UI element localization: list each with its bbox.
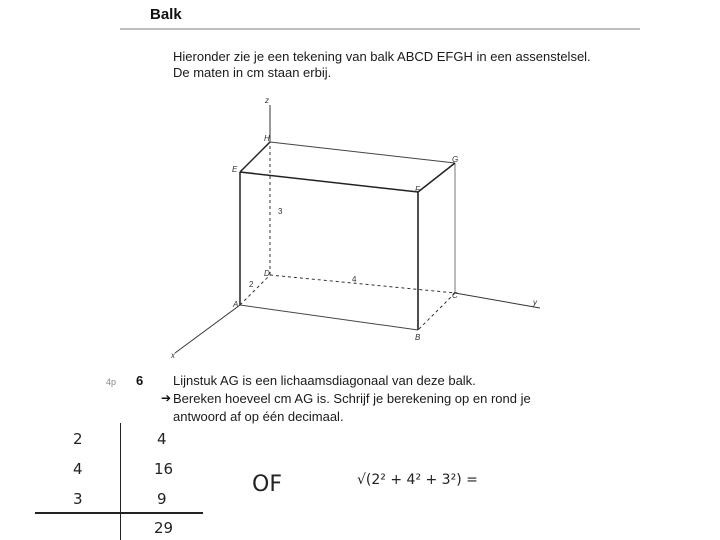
formula-text: √(2² + 4² + 3²) = (357, 472, 478, 488)
or-label: OF (252, 472, 282, 497)
question-line-3: antwoord af op één decimaal. (173, 409, 344, 424)
calc-total-cell: 29 (154, 519, 174, 537)
calc-left-cell: 3 (73, 490, 83, 508)
vertex-g-label: G (452, 155, 459, 164)
edge-fg (418, 163, 455, 192)
vertex-e-label: E (232, 165, 238, 174)
calc-right-cell: 4 (157, 430, 167, 448)
edge-ab (240, 305, 418, 330)
vertex-h-label: H (264, 134, 270, 143)
page-title: Balk (150, 6, 182, 23)
cuboid-figure (150, 90, 550, 365)
x-axis (175, 305, 240, 353)
question-line-1: Lijnstuk AG is een lichaamsdiagonaal van deze balk. (173, 373, 476, 388)
table-vertical-divider (120, 423, 121, 540)
vertex-a-label: A (233, 300, 239, 309)
z-axis-label: z (265, 96, 269, 105)
edge-cb (418, 293, 455, 330)
edge-ad (240, 275, 270, 305)
calc-left-cell: 2 (73, 430, 83, 448)
y-axis (455, 293, 540, 308)
title-divider (120, 28, 640, 30)
table-sum-line (35, 512, 203, 514)
dimension-width-label: 4 (352, 275, 357, 284)
question-line-2: Bereken hoeveel cm AG is. Schrijf je berekening op en rond je (173, 391, 531, 406)
question-points: 4p (106, 377, 117, 387)
edge-dc (270, 275, 455, 293)
vertex-f-label: F (415, 185, 420, 194)
intro-line-2: De maten in cm staan erbij. (173, 65, 332, 80)
y-axis-label: y (533, 298, 537, 307)
arrow-right-icon: ➔ (161, 391, 172, 405)
calc-left-cell: 4 (73, 460, 83, 478)
vertex-c-label: C (452, 291, 458, 300)
calc-right-cell: 16 (154, 460, 174, 478)
dimension-depth-label: 2 (249, 280, 254, 289)
edge-hg (270, 142, 455, 163)
edge-eh (240, 142, 270, 172)
calc-right-cell: 9 (157, 490, 167, 508)
intro-line-1: Hieronder zie je een tekening van balk ABCD EFGH in een assenstelsel. (173, 49, 591, 64)
x-axis-label: x (171, 351, 175, 360)
vertex-b-label: B (415, 333, 421, 342)
vertex-d-label: D (264, 269, 270, 278)
dimension-height-label: 3 (278, 207, 283, 216)
question-number: 6 (136, 373, 144, 388)
edge-ef (240, 172, 418, 192)
